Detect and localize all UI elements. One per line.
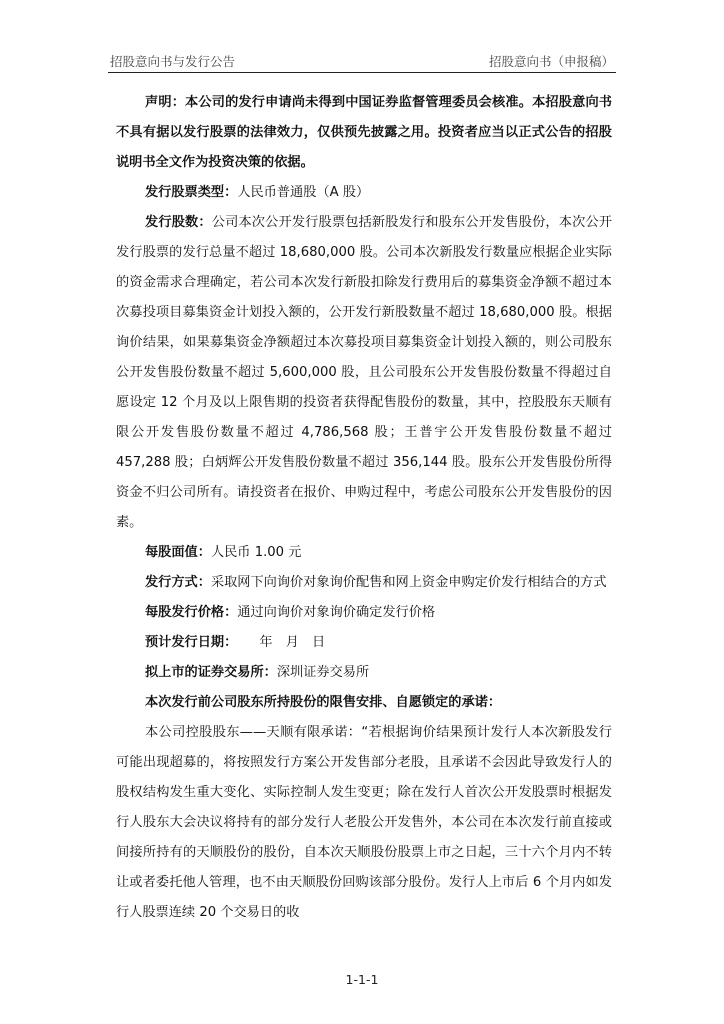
par-value-label: 每股面值： <box>145 545 211 560</box>
exchange-value: 深圳证券交易所 <box>276 665 370 680</box>
issue-method-value: 采取网下向询价对象询价配售和网上资金申购定价发行相结合的方式 <box>210 575 607 590</box>
stock-type <box>116 178 612 208</box>
issue-price <box>116 598 612 628</box>
header-right: 招股意向书（申报稿） <box>488 54 614 69</box>
par-value-value: 人民币 1.00 元 <box>210 545 302 560</box>
share-count-label: 发行股数： <box>145 215 212 230</box>
issue-date <box>116 628 612 658</box>
par-value <box>116 538 612 568</box>
page-header <box>108 50 616 73</box>
statement: 声明：本公司的发行申请尚未得到中国证券监督管理委员会核准。本招股意向书不具有据以发行股票的法律效力，仅供预先披露之用。投资者应当以正式公告的招股说明书全文作为投资决策的依据。 <box>116 95 612 170</box>
header-left: 招股意向书与发行公告 <box>110 54 236 69</box>
stock-type-value: 人民币普通股（A 股） <box>237 185 370 200</box>
page-number: 1-1-1 <box>345 972 379 987</box>
stock-type-label: 发行股票类型： <box>145 185 238 200</box>
exchange-label: 拟上市的证券交易所： <box>145 665 277 680</box>
issue-method-label: 发行方式： <box>145 575 211 590</box>
share-count-value: 公司本次公开发行股票包括新股发行和股东公开发售股份，本次公开发行股票的发行总量不超过 18,680,000 股。公司本次新股发行数量应根据企业实际的资金需求合理确定，若公司本次发行新股扣除发行费用后的募集资金净额不超过本次募投项目募集资金计划投入额的，公开发行新股数量不超过 18,680,000 股。根据询价结果，如果募集资金净额超过本次募投项目募集资金计划投入额的，则公司股东公开发售股份数量不超过 5,600,000 股，且公司股东公开发售股份数量不得超过自愿设定 12 个月及以上限售期的投资者获得配售股份的数量，其中，控股股东天顺有限公开发售股份数量不超过 4,786,568 股；王普宇公开发售股份数量不超过 457,288 股；白炳辉公开发售股份数量不超过 356,144 股。股东公开发售股份所得资金不归公司所有。请投资者在报价、申购过程中，考虑公司股东公开发售股份的因素。 <box>116 215 613 530</box>
issue-date-label: 预计发行日期： <box>145 635 238 650</box>
issue-method <box>116 568 612 598</box>
lockup-text: 本公司控股股东——天顺有限承诺：“若根据询价结果预计发行人本次新股发行可能出现超募的，将按照发行方案公开发售部分老股，且承诺不会因此导致发行人的股权结构发生重大变化、实际控制人发生变更；除在发行人首次公开发股票时根据发行人股东大会决议将持有的部分发行人老股公开发售外，本公司在本次发行前直接或间接所持有的天顺股份的股份，自本次天顺股份股票上市之日起，三十六个月内不转让或者委托他人管理，也不由天顺股份回购该部分股份。发行人上市后 6 个月内如发行人股票连续 20 个交易日的收 <box>116 725 612 920</box>
lockup-heading: 本次发行前公司股东所持股份的限售安排、自愿锁定的承诺： <box>145 695 502 710</box>
issue-date-value: 年 月 日 <box>259 635 326 650</box>
issue-price-value: 通过向询价对象询价确定发行价格 <box>237 605 436 620</box>
exchange <box>116 658 612 688</box>
share-count <box>116 208 612 538</box>
document-body <box>116 88 612 928</box>
issue-price-label: 每股发行价格： <box>145 605 238 620</box>
